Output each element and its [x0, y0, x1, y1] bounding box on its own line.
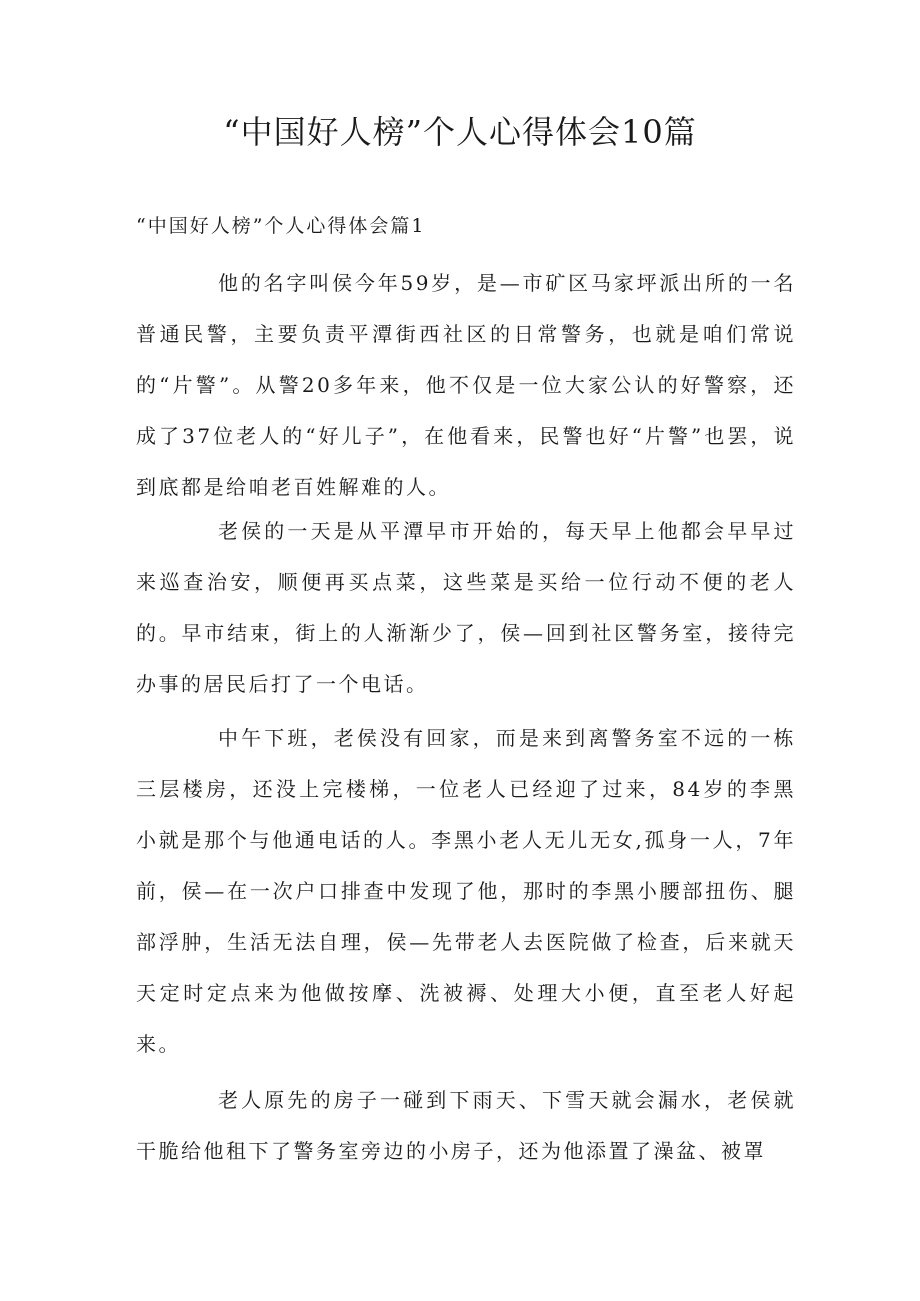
paragraph-1: 他的名字叫侯今年59岁，是—市矿区马家坪派出所的一名普通民警，主要负责平潭街西社区的日常警务，也就是咱们常说的“片警”。从警20多年来，他不仅是一位大家公认的好警察，还成了37位老人的“好儿子”，在他看来，民警也好“片警”也罢，说到底都是给咱老百姓解难的人。 — [136, 271, 796, 499]
paragraph-3: 中午下班，老侯没有回家，而是来到离警务室不远的一栋三层楼房，还没上完楼梯，一位老人已经迎了过来，84岁的李黑小就是那个与他通电话的人。李黑小老人无儿无女,孤身一人，7年前，侯—在一次户口排查中发现了他，那时的李黑小腰部扭伤、腿部浮肿，生活无法自理，侯—先带老人去医院做了检查，后来就天天定时定点来为他做按摩、洗被褥、处理大小便，直至老人好起来。 — [136, 726, 796, 1056]
paragraph-2: 老侯的一天是从平潭早市开始的，每天早上他都会早早过来巡查治安，顺便再买点菜，这些菜是买给一位行动不便的老人的。早市结束，街上的人渐渐少了，侯—回到社区警务室，接待完办事的居民后打了一个电话。 — [136, 519, 796, 696]
section-heading: “中国好人榜”个人心得体会篇1 — [136, 215, 426, 237]
document-title: “中国好人榜”个人心得体会10篇 — [223, 113, 697, 151]
paragraph-4: 老人原先的房子一碰到下雨天、下雪天就会漏水，老侯就干脆给他租下了警务室旁边的小房子，还为他添置了澡盆、被罩 — [136, 1088, 796, 1163]
